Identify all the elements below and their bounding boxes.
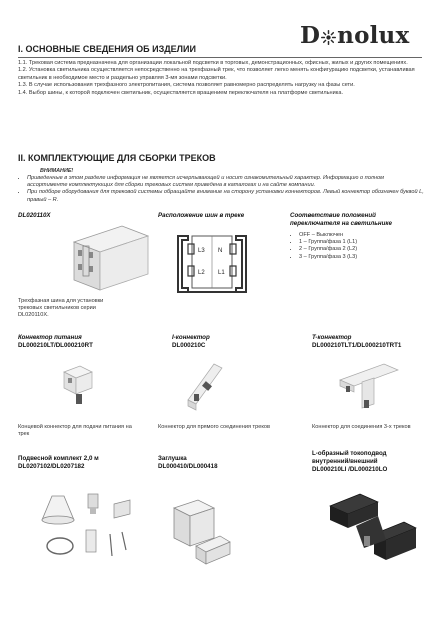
track-rail-image (70, 224, 150, 294)
section2-title: II. КОМПЛЕКТУЮЩИЕ ДЛЯ СБОРКИ ТРЕКОВ (18, 153, 216, 163)
notes-list (18, 175, 424, 204)
position-item: • 3 – Группа/фаза 3 (L3) (299, 254, 420, 261)
t-connector-title: T-коннектор (312, 334, 352, 341)
section1-title: I. ОСНОВНЫЕ СВЕДЕНИЯ ОБ ИЗДЕЛИИ (18, 44, 196, 54)
section1-divider (18, 57, 422, 58)
t-connector-code: DL000210TLT1/DL000210TRT1 (312, 342, 402, 349)
power-connector-image (58, 364, 98, 408)
rail-caption: Трехфазная шина для установки трековых светильников серии DL020110X. (18, 298, 104, 319)
t-connector-image (336, 356, 406, 414)
i-connector-caption: Коннектор для прямого соединения треков (158, 424, 270, 430)
bus-label-l2: L2 (198, 270, 205, 276)
switch-positions-label: Соответствие положений переключателя на светильнике (290, 212, 392, 227)
switch-positions-list (290, 232, 420, 261)
para-1-3: 1.3. В случае использования трехфазного электропитания, система позволяет равномерно распределять нагрузку на фазы сети. (18, 82, 355, 89)
brand-logo: D nolux (300, 22, 410, 49)
section1-body (18, 60, 422, 97)
para-1-4: 1.4. Выбор шины, к которой подключен светильник, осуществляется вращением переключателя на платформе светильника. (18, 89, 343, 96)
i-connector-image (178, 358, 228, 413)
suspension-kit-code: DL0207102/DL0207182 (18, 463, 85, 470)
bus-label-l1: L1 (218, 270, 225, 276)
rail-code-label: DL020110X (18, 212, 51, 219)
power-connector-code: DL000210LT/DL000210RT (18, 342, 93, 349)
l-connector-image (320, 486, 420, 566)
i-connector-code: DL000210C (172, 342, 206, 349)
bus-layout-label: Расположение шин в треке (158, 212, 245, 219)
l-connector-title: L-образный токоподвод внутренний/внешний (312, 450, 387, 465)
sun-logo-icon (321, 30, 336, 45)
suspension-kit-image (30, 486, 140, 566)
position-item: • OFF – Выключен (299, 232, 420, 239)
l-connector-code: DL000210LI /DL000210LO (312, 466, 388, 473)
t-connector-caption: Коннектор для соединения 3-х треков (312, 424, 411, 430)
bus-label-n: N (218, 248, 223, 254)
end-cap-code: DL000410/DL000418 (158, 463, 218, 470)
end-cap-title: Заглушка (158, 455, 187, 462)
note-item: • При подборе оборудования для трековой системы обращайте внимание на сторону установки коннекторов. Левый коннектор обозначен буквой L, правый – R. (27, 189, 424, 203)
i-connector-title: I-коннектор (172, 334, 210, 341)
note-item: • Приведенные в этом разделе информация не является исчерпывающей и носит ознакомительный характер. Информацию о полном ассортименте комплектующих для сборки трековых систем приведена в каталогах и на сайте компании. (27, 175, 424, 189)
position-item: • 1 – Группа/фаза 1 (L1) (299, 239, 420, 246)
para-1-1: 1.1. Трековая система предназначена для организации локальной подсветки в торговых, демонстрационных, офисных, жилых и других помещениях. (18, 60, 408, 66)
end-cap-image (168, 486, 238, 566)
power-connector-caption: Концевой коннектор для подачи питания на трек (18, 424, 132, 438)
suspension-kit-title: Подвесной комплект 2,0 м (18, 455, 99, 462)
para-1-2: 1.2. Установка светильника осуществляется непосредственно на трехфазный трек, что позволяет легко менять конфигурацию подсветки, устанавливая светильник в необходимое место и раздельно управляя 3-мя зонами подсветки. (18, 67, 415, 81)
bus-label-l3: L3 (198, 248, 205, 254)
bus-profile-diagram (172, 230, 252, 298)
power-connector-title: Коннектор питания (18, 334, 82, 341)
position-item: • 2 – Группа/фаза 2 (L2) (299, 246, 420, 253)
attention-label: ВНИМАНИЕ! (40, 168, 74, 174)
